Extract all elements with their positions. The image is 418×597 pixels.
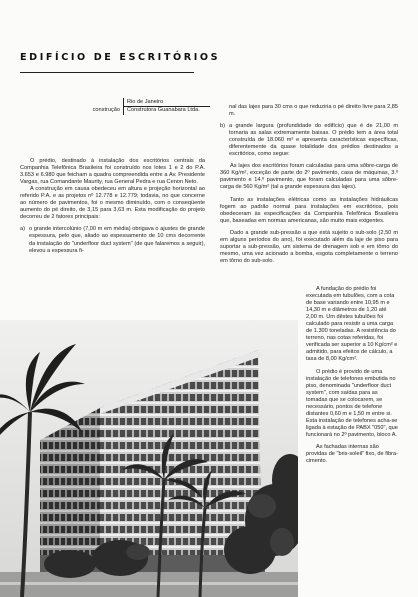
narrow-column — [306, 286, 398, 465]
construction-row — [70, 106, 210, 114]
construction-label: construção — [70, 106, 124, 114]
item-b-text: a grande largura (profundidade do edifício) que é de 21,00 m tornaria as salas extremamente baixas. O prédio tem a área total construída de 18.060 m² e apresenta características específicas, diferentemente da quase totalidade dos prédios destinados a escritórios, como segue: — [229, 123, 398, 158]
left-column — [20, 158, 205, 255]
item-b-label: b) — [220, 123, 225, 130]
facade-paragraph: As fachadas internas são providas de "bris-soleil" fixo, de fibra-cimento. — [306, 443, 398, 465]
location-value: Rio de Janeiro — [127, 99, 164, 105]
item-a-label: a) — [20, 226, 25, 233]
location-label — [70, 98, 124, 106]
intro-paragraph: O prédio, destinado à instalação dos escritórios centrais da Companhia Telefônica Brasileira foi construído nos lotes 1 e 2 do P.A. 3.653 e 6.980 que feicham a quadra compreendida entre a Av. Presidente Vargas, rua Comandante Maurity, rua General Pedra e rua Cenon Neto. — [20, 158, 205, 186]
list-item-b — [220, 123, 398, 158]
drainage-paragraph: Dado a grande sub-pressão a que está sujeito o sub-solo (2,50 m em alguns períodos do ano), foi executado além da laje de piso para suportar a sub-pressão, um sistema de drenagem sob e em tôrno do mesmo, uma vez acionado a bomba, esgota completamente o terreno em tôrno do sub-solo. — [220, 229, 398, 264]
item-a-text: o grande intercolúnio (7,00 m em média) obrigava o ajustes de grande espessura, pelo que, aliado ao espessamento de 10 cms decorrente da instalação do "underfloor duct system" (de que falaremos a seguir), elevou a espessura fi- — [29, 226, 205, 254]
item-a-continuation: nal das lajes para 30 cms o que reduziria o pé direito livre para 2,85 m. — [229, 104, 398, 118]
construction-paragraph: A construção em causa obedeceu em altura e projeção horizontal ao referido P.A. e as projetos nº 12.778 e 12.779; todavia, no que concerne ao número de pavimentos, foi o mesmo diminuído, com o conseqüente aumento do pé direito, de 3,15 para 3,63 m. Esta modificação do projeto decorreu de 2 fatores principais: — [20, 186, 205, 221]
info-block — [70, 98, 210, 115]
foundation-paragraph: A fundação do prédio foi executada em tubulões, com a cota de base variando entre 10,95 m e 14,30 m e diâmetros de 1,20 até 2,00 m. Um dêstes tubulões foi calculado para resistir a uma carga de 1.300 toneladas. A resistência do terreno, nas cotas referidas, foi verificada ser superior a 10 Kg/cm² e admitido, para efeitos de cálculo, a taxa de 8,00 Kg/cm². — [306, 286, 398, 363]
right-column — [220, 104, 398, 265]
loads-paragraph: As lajes dos escritórios foram calculadas para uma sôbre-carga de 360 Kg/m², exceção de parte do 2º pavimento, casa de máquinas, 3.º pavimento e 14.º pavimento, que foram calculadas para uma sôbre-carga de 560 Kg/m² (tal a grande espessura das lajes). — [220, 163, 398, 191]
construction-value: Construtora Guanabara Ltda. — [127, 107, 200, 114]
info-divider — [123, 106, 210, 107]
telephone-paragraph: O prédio é provido de uma instalação de telefones embutida no piso, denominada "underfloor duct system", com saídas para as tomadas que se colocarem, se necessário, pontos de telefone distantes 0,60 m e 1,50 m entre si. Esta instalação de telefones acha-se ligada à estação de PABX "050", que funcionará no 2º pavimento, bloco A. — [306, 368, 398, 438]
page-title: EDIFÍCIO DE ESCRITÓRIOS — [20, 52, 221, 63]
title-rule — [20, 72, 194, 73]
building-photo — [0, 320, 298, 597]
list-item-a — [20, 226, 205, 254]
installations-paragraph: Tanto as instalações elétricas como as instalações hidráulicas fogem ao padrão normal para instalações em escritórios, pois obedeceram às especificações da Companhia Telefônica Brasileira que, baseadas em normas americanas, são muito mais exigentes. — [220, 196, 398, 224]
